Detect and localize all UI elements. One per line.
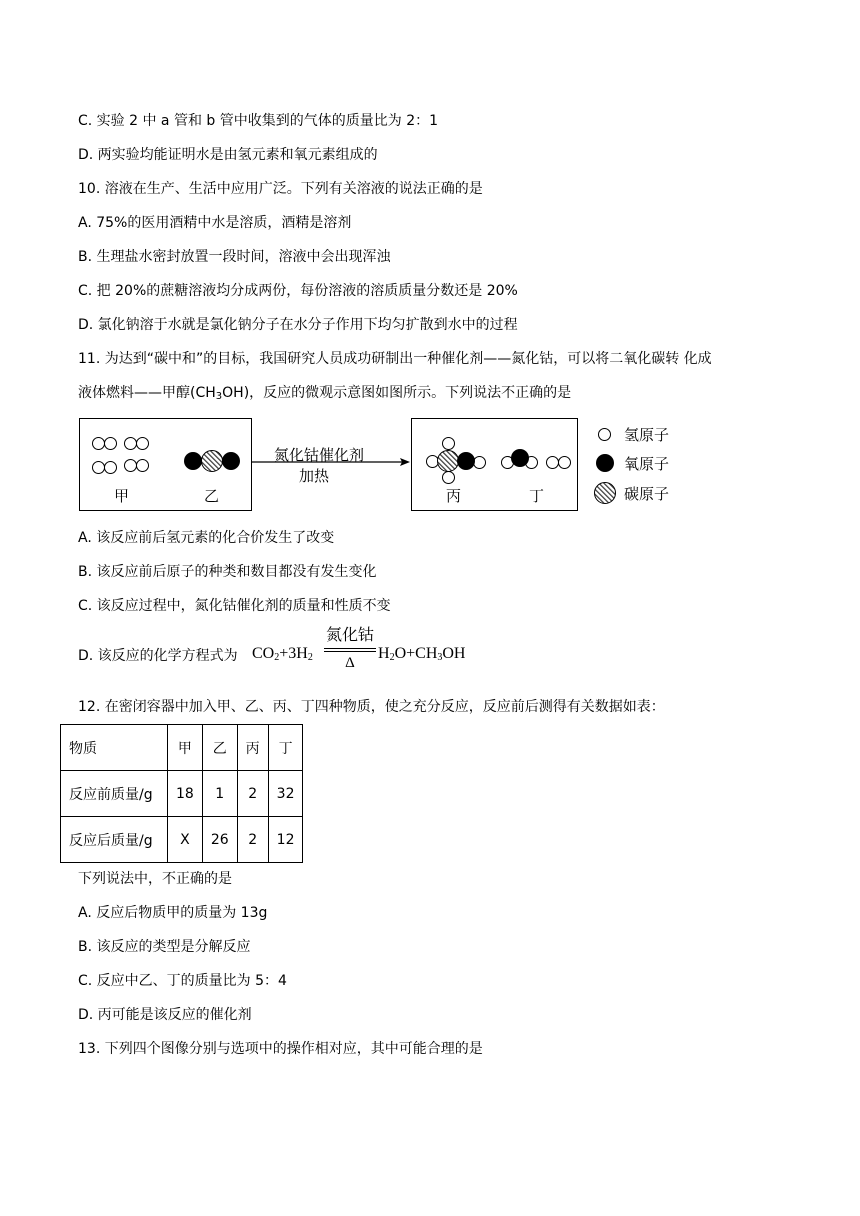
table-row	[61, 771, 303, 817]
oxygen-atom	[222, 452, 240, 470]
label-bing: 丙	[446, 487, 462, 505]
hydrogen-atom	[558, 456, 571, 469]
q10-option-b: B. 生理盐水密封放置一段时间，溶液中会出现浑浊	[78, 249, 391, 265]
table-cell: 26	[202, 817, 237, 863]
carbon-atom	[201, 450, 223, 472]
q11-option-d: D. 该反应的化学方程式为	[78, 648, 238, 664]
catalyst-label: 氮化钴	[325, 627, 374, 644]
q11-option-c: C. 该反应过程中，氮化钴催化剂的质量和性质不变	[78, 598, 391, 614]
q12-option-a: A. 反应后物质甲的质量为 13g	[78, 905, 268, 921]
q10-option-a: A. 75%的医用酒精中水是溶质，酒精是溶剂	[78, 215, 352, 231]
table-cell: 反应后质量/g	[61, 817, 168, 863]
q9-option-d: D. 两实验均能证明水是由氢元素和氧元素组成的	[78, 147, 378, 163]
table-header-cell: 甲	[168, 725, 203, 771]
equals-sign	[324, 648, 376, 652]
reaction-arrow-icon	[250, 455, 412, 469]
mass-data-table	[60, 724, 303, 863]
table-header-cell: 丁	[268, 725, 303, 771]
label-ding: 丁	[529, 487, 545, 505]
table-cell: 反应前质量/g	[61, 771, 168, 817]
hydrogen-atom	[104, 461, 117, 474]
oxygen-atom	[457, 452, 475, 470]
q12-option-b: B. 该反应的类型是分解反应	[78, 939, 251, 955]
arrow-condition-bottom: 加热	[299, 467, 330, 485]
products-box	[411, 418, 578, 511]
hydrogen-atom	[104, 437, 117, 450]
table-cell: X	[168, 817, 203, 863]
q11-stem-line2: 液体燃料——甲醇$(CH_3OH)$，反应的微观示意图如图所示。下列说法不正确的是	[78, 385, 572, 402]
arrow-condition-top: 氮化钴催化剂	[274, 446, 365, 464]
hydrogen-legend-icon	[598, 428, 611, 441]
legend-oxygen: 氧原子	[624, 455, 670, 473]
q12-option-d: D. 丙可能是该反应的催化剂	[78, 1007, 252, 1023]
table-header-cell: 丙	[237, 725, 268, 771]
table-cell: 32	[268, 771, 303, 817]
hydrogen-atom	[442, 471, 455, 484]
hydrogen-atom	[473, 456, 486, 469]
hydrogen-atom	[442, 437, 455, 450]
table-cell: 2	[237, 771, 268, 817]
q11-option-b: B. 该反应前后原子的种类和数目都没有发生变化	[78, 564, 377, 580]
q12-intro: 下列说法中，不正确的是	[78, 871, 232, 887]
label-yi: 乙	[204, 487, 220, 505]
oxygen-atom	[511, 449, 529, 467]
reaction-condition	[324, 626, 376, 672]
legend-hydrogen: 氢原子	[624, 426, 670, 444]
carbon-legend-icon	[594, 482, 616, 504]
table-header-row	[61, 725, 303, 771]
table-cell: 12	[268, 817, 303, 863]
q10-option-d: D. 氯化钠溶于水就是氯化钠分子在水分子作用下均匀扩散到水中的过程	[78, 317, 518, 333]
q12-stem: 12. 在密闭容器中加入甲、乙、丙、丁四种物质，使之充分反应，反应前后测得有关数据如表：	[78, 699, 665, 715]
label-jia: 甲	[114, 487, 130, 505]
chemical-equation-rhs: $H_2O+CH_3OH$	[378, 645, 466, 663]
q10-stem: 10. 溶液在生产、生活中应用广泛。下列有关溶液的说法正确的是	[78, 181, 483, 197]
table-cell: 1	[202, 771, 237, 817]
oxygen-legend-icon	[596, 454, 614, 472]
table-header-cell: 物质	[61, 725, 168, 771]
chemical-equation-lhs: $CO_2+3H_2$	[252, 645, 313, 663]
q12-option-c: C. 反应中乙、丁的质量比为 5：4	[78, 973, 287, 989]
table-cell: 18	[168, 771, 203, 817]
reactants-box	[79, 418, 252, 511]
q11-option-a: A. 该反应前后氢元素的化合价发生了改变	[78, 530, 335, 546]
hydrogen-atom	[136, 459, 149, 472]
table-cell: 2	[237, 817, 268, 863]
carbon-atom	[437, 450, 459, 472]
q9-option-c: C. 实验 2 中 a 管和 b 管中收集到的气体的质量比为 2：1	[78, 113, 439, 129]
legend-carbon: 碳原子	[624, 485, 670, 503]
hydrogen-atom	[136, 437, 149, 450]
table-header-cell: 乙	[202, 725, 237, 771]
oxygen-atom	[184, 452, 202, 470]
table-row	[61, 817, 303, 863]
q11-stem-line1: 11. 为达到“碳中和”的目标，我国研究人员成功研制出一种催化剂——氮化钴，可以将二氧化碳转 化成	[78, 351, 712, 367]
q10-option-c: C. 把 20%的蔗糖溶液均分成两份，每份溶液的溶质质量分数还是 20%	[78, 283, 518, 299]
heat-symbol: Δ	[345, 655, 355, 671]
q13-stem: 13. 下列四个图像分别与选项中的操作相对应，其中可能合理的是	[78, 1041, 483, 1057]
